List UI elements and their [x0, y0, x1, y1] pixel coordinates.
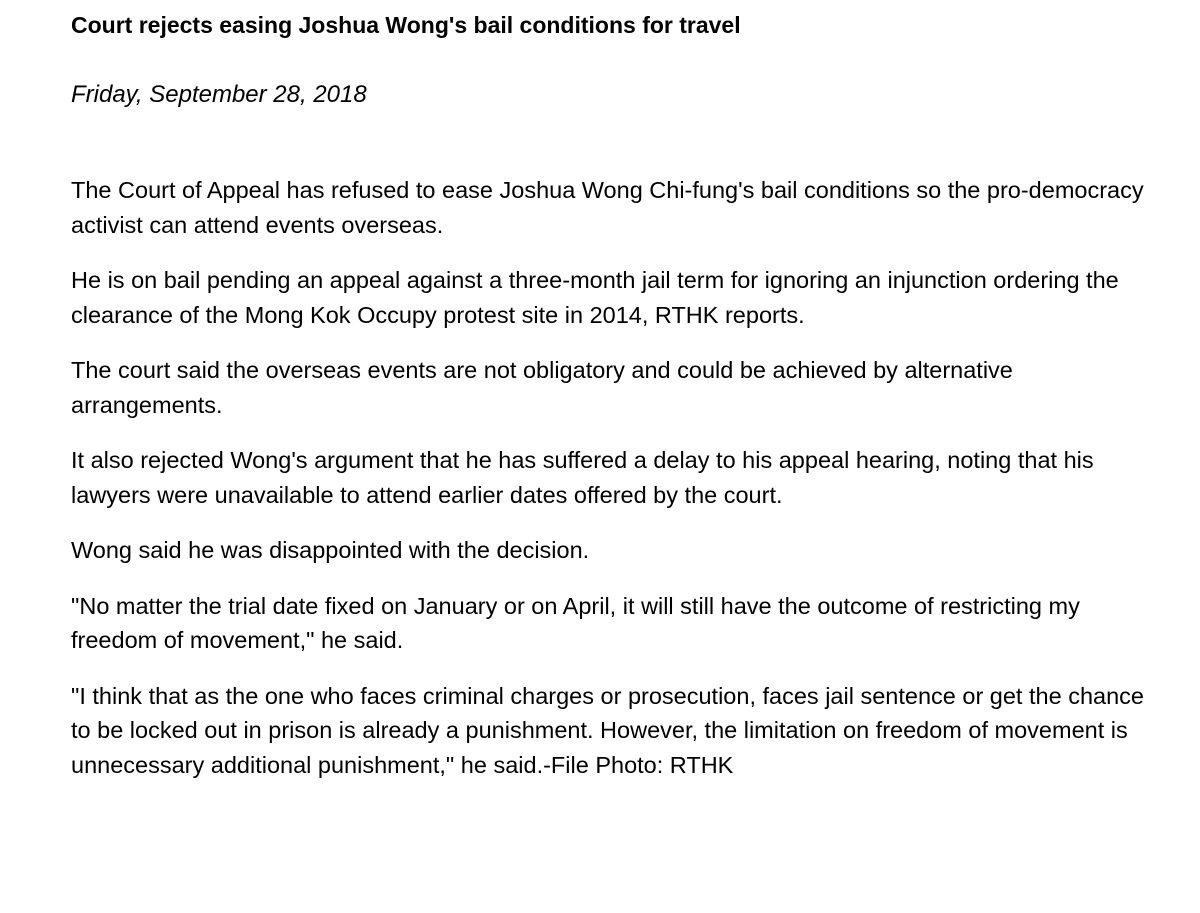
article-headline: Court rejects easing Joshua Wong's bail conditions for travel	[71, 12, 741, 38]
article-paragraph: The court said the overseas events are not obligatory and could be achieved by alternative arrangements.	[71, 357, 1013, 418]
article-date: Friday, September 28, 2018	[71, 81, 367, 108]
article-paragraph: The Court of Appeal has refused to ease Joshua Wong Chi-fung's bail conditions so the pro-democracy activist can attend events overseas.	[71, 177, 1144, 238]
article-paragraph: It also rejected Wong's argument that he has suffered a delay to his appeal hearing, noting that his lawyers were unavailable to attend earlier dates offered by the court.	[71, 447, 1094, 508]
article-paragraph: "No matter the trial date fixed on January or on April, it will still have the outcome of restricting my freedom of movement," he said.	[71, 592, 1080, 653]
article-body	[71, 173, 1161, 803]
article-paragraph: "I think that as the one who faces criminal charges or prosecution, faces jail sentence or get the chance to be locked out in prison is already a punishment. However, the limitation on freedom of movement is unnecessary additional punishment," he said.-File Photo: RTHK	[71, 682, 1144, 778]
article-paragraph: He is on bail pending an appeal against a three-month jail term for ignoring an injunction ordering the clearance of the Mong Kok Occupy protest site in 2014, RTHK reports.	[71, 267, 1119, 328]
article-paragraph: Wong said he was disappointed with the decision.	[71, 537, 590, 563]
